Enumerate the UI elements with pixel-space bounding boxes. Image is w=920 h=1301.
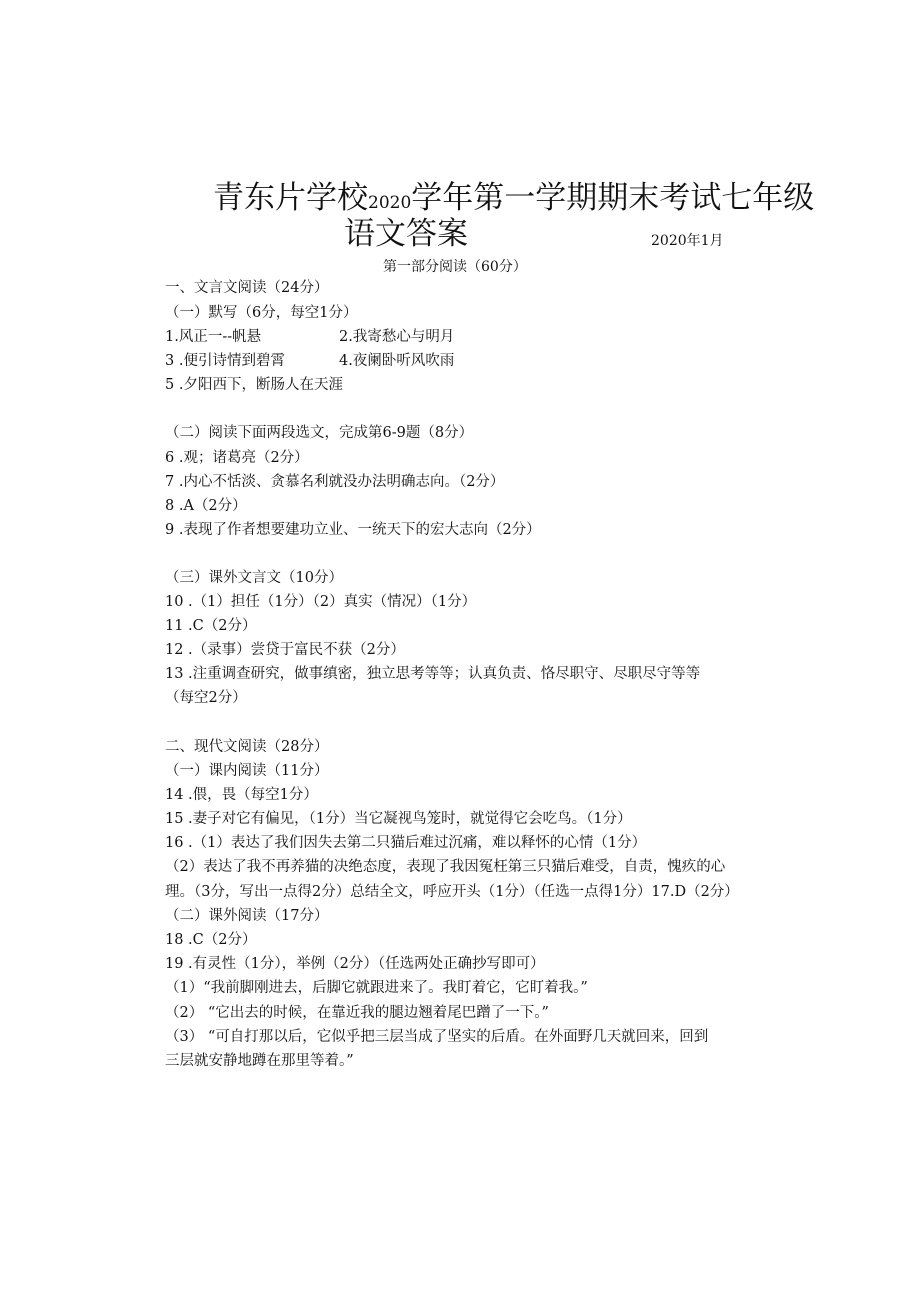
exam-date: 2020年1月 <box>651 233 724 249</box>
answer-line: 5 .夕阳西下，断肠人在天涯 <box>165 377 343 393</box>
answer-line: 1.风正一--帆悬 <box>165 329 262 345</box>
exam-subtitle: 语文答案 <box>344 216 468 252</box>
answer-line: （每空2分） <box>165 690 247 706</box>
answer-line: 13 .注重调查研究，做事缜密，独立思考等等；认真负责、恪尽职守、尽职尽守等等 <box>165 666 701 682</box>
answer-line: （2）表达了我不再养猫的决绝态度，表现了我因冤枉第三只猫后难受，自责，愧疚的心 <box>165 859 726 875</box>
exam-title <box>213 180 815 216</box>
subsection-heading: （一）课内阅读（11分） <box>165 763 329 779</box>
answer-line: 7 .内心不恬淡、贪慕名利就没办法明确志向。（2分） <box>165 474 505 490</box>
answer-line: 19 .有灵性（1分），举例（2分）（任选两处正确抄写即可） <box>165 956 545 972</box>
answer-line: 8 .A（2分） <box>165 498 247 514</box>
part-heading: 第一部分阅读（60分） <box>383 259 527 275</box>
quote-line: 三层就安静地蹲在那里等着。” <box>165 1053 354 1069</box>
answer-line: 14 .偎，畏（每空1分） <box>165 787 318 803</box>
quote-line: （1）“我前脚刚进去，后脚它就跟进来了。我盯着它，它盯着我。” <box>165 980 588 996</box>
answer-line: 15 .妻子对它有偏见，（1分）当它凝视鸟笼时，就觉得它会吃鸟。（1分） <box>165 811 632 827</box>
answer-line: 4.夜阑卧听风吹雨 <box>339 353 455 369</box>
answer-line: 11 .C（2分） <box>165 618 257 634</box>
section-heading: 二、现代文阅读（28分） <box>165 739 329 755</box>
quote-line: （3） “可自打那以后，它似乎把三层当成了坚实的后盾。在外面野几天就回来，回到 <box>165 1029 709 1045</box>
answer-line: 10 .（1）担任（1分）（2）真实（情况）（1分） <box>165 594 477 610</box>
answer-line: 12 .（录事）尝贷于富民不获（2分） <box>165 642 405 658</box>
answer-line: 6 .观；诸葛亮（2分） <box>165 450 309 466</box>
answer-line: 16 .（1）表达了我们因失去第二只猫后难过沉痛，难以释怀的心情（1分） <box>165 835 647 851</box>
subsection-heading: （二）阅读下面两段选文，完成第6-9题（8分） <box>165 425 474 441</box>
subsection-heading: （三）课外文言文（10分） <box>165 570 343 586</box>
title-year: 2020 <box>368 193 412 213</box>
answer-line: 理。（3分，写出一点得2分）总结全文，呼应开头（1分）（任选一点得1分）17.D（2分） <box>165 884 739 900</box>
answer-line: 3 .便引诗情到碧霄 <box>165 353 285 369</box>
quote-line: （2） “它出去的时候，在靠近我的腿边翘着尾巴蹭了一下。” <box>165 1005 549 1021</box>
subsection-heading: （一）默写（6分，每空1分） <box>165 305 358 321</box>
section-heading: 一、文言文阅读（24分） <box>165 280 329 296</box>
answer-line: 18 .C（2分） <box>165 932 257 948</box>
answer-line: 9 .表现了作者想要建功立业、一统天下的宏大志向（2分） <box>165 522 541 538</box>
subsection-heading: （二）课外阅读（17分） <box>165 908 329 924</box>
title-term: 学年第一学期期末考试七年级 <box>411 180 815 216</box>
answer-line: 2.我寄愁心与明月 <box>339 329 455 345</box>
title-school: 青东片学校 <box>213 180 368 216</box>
